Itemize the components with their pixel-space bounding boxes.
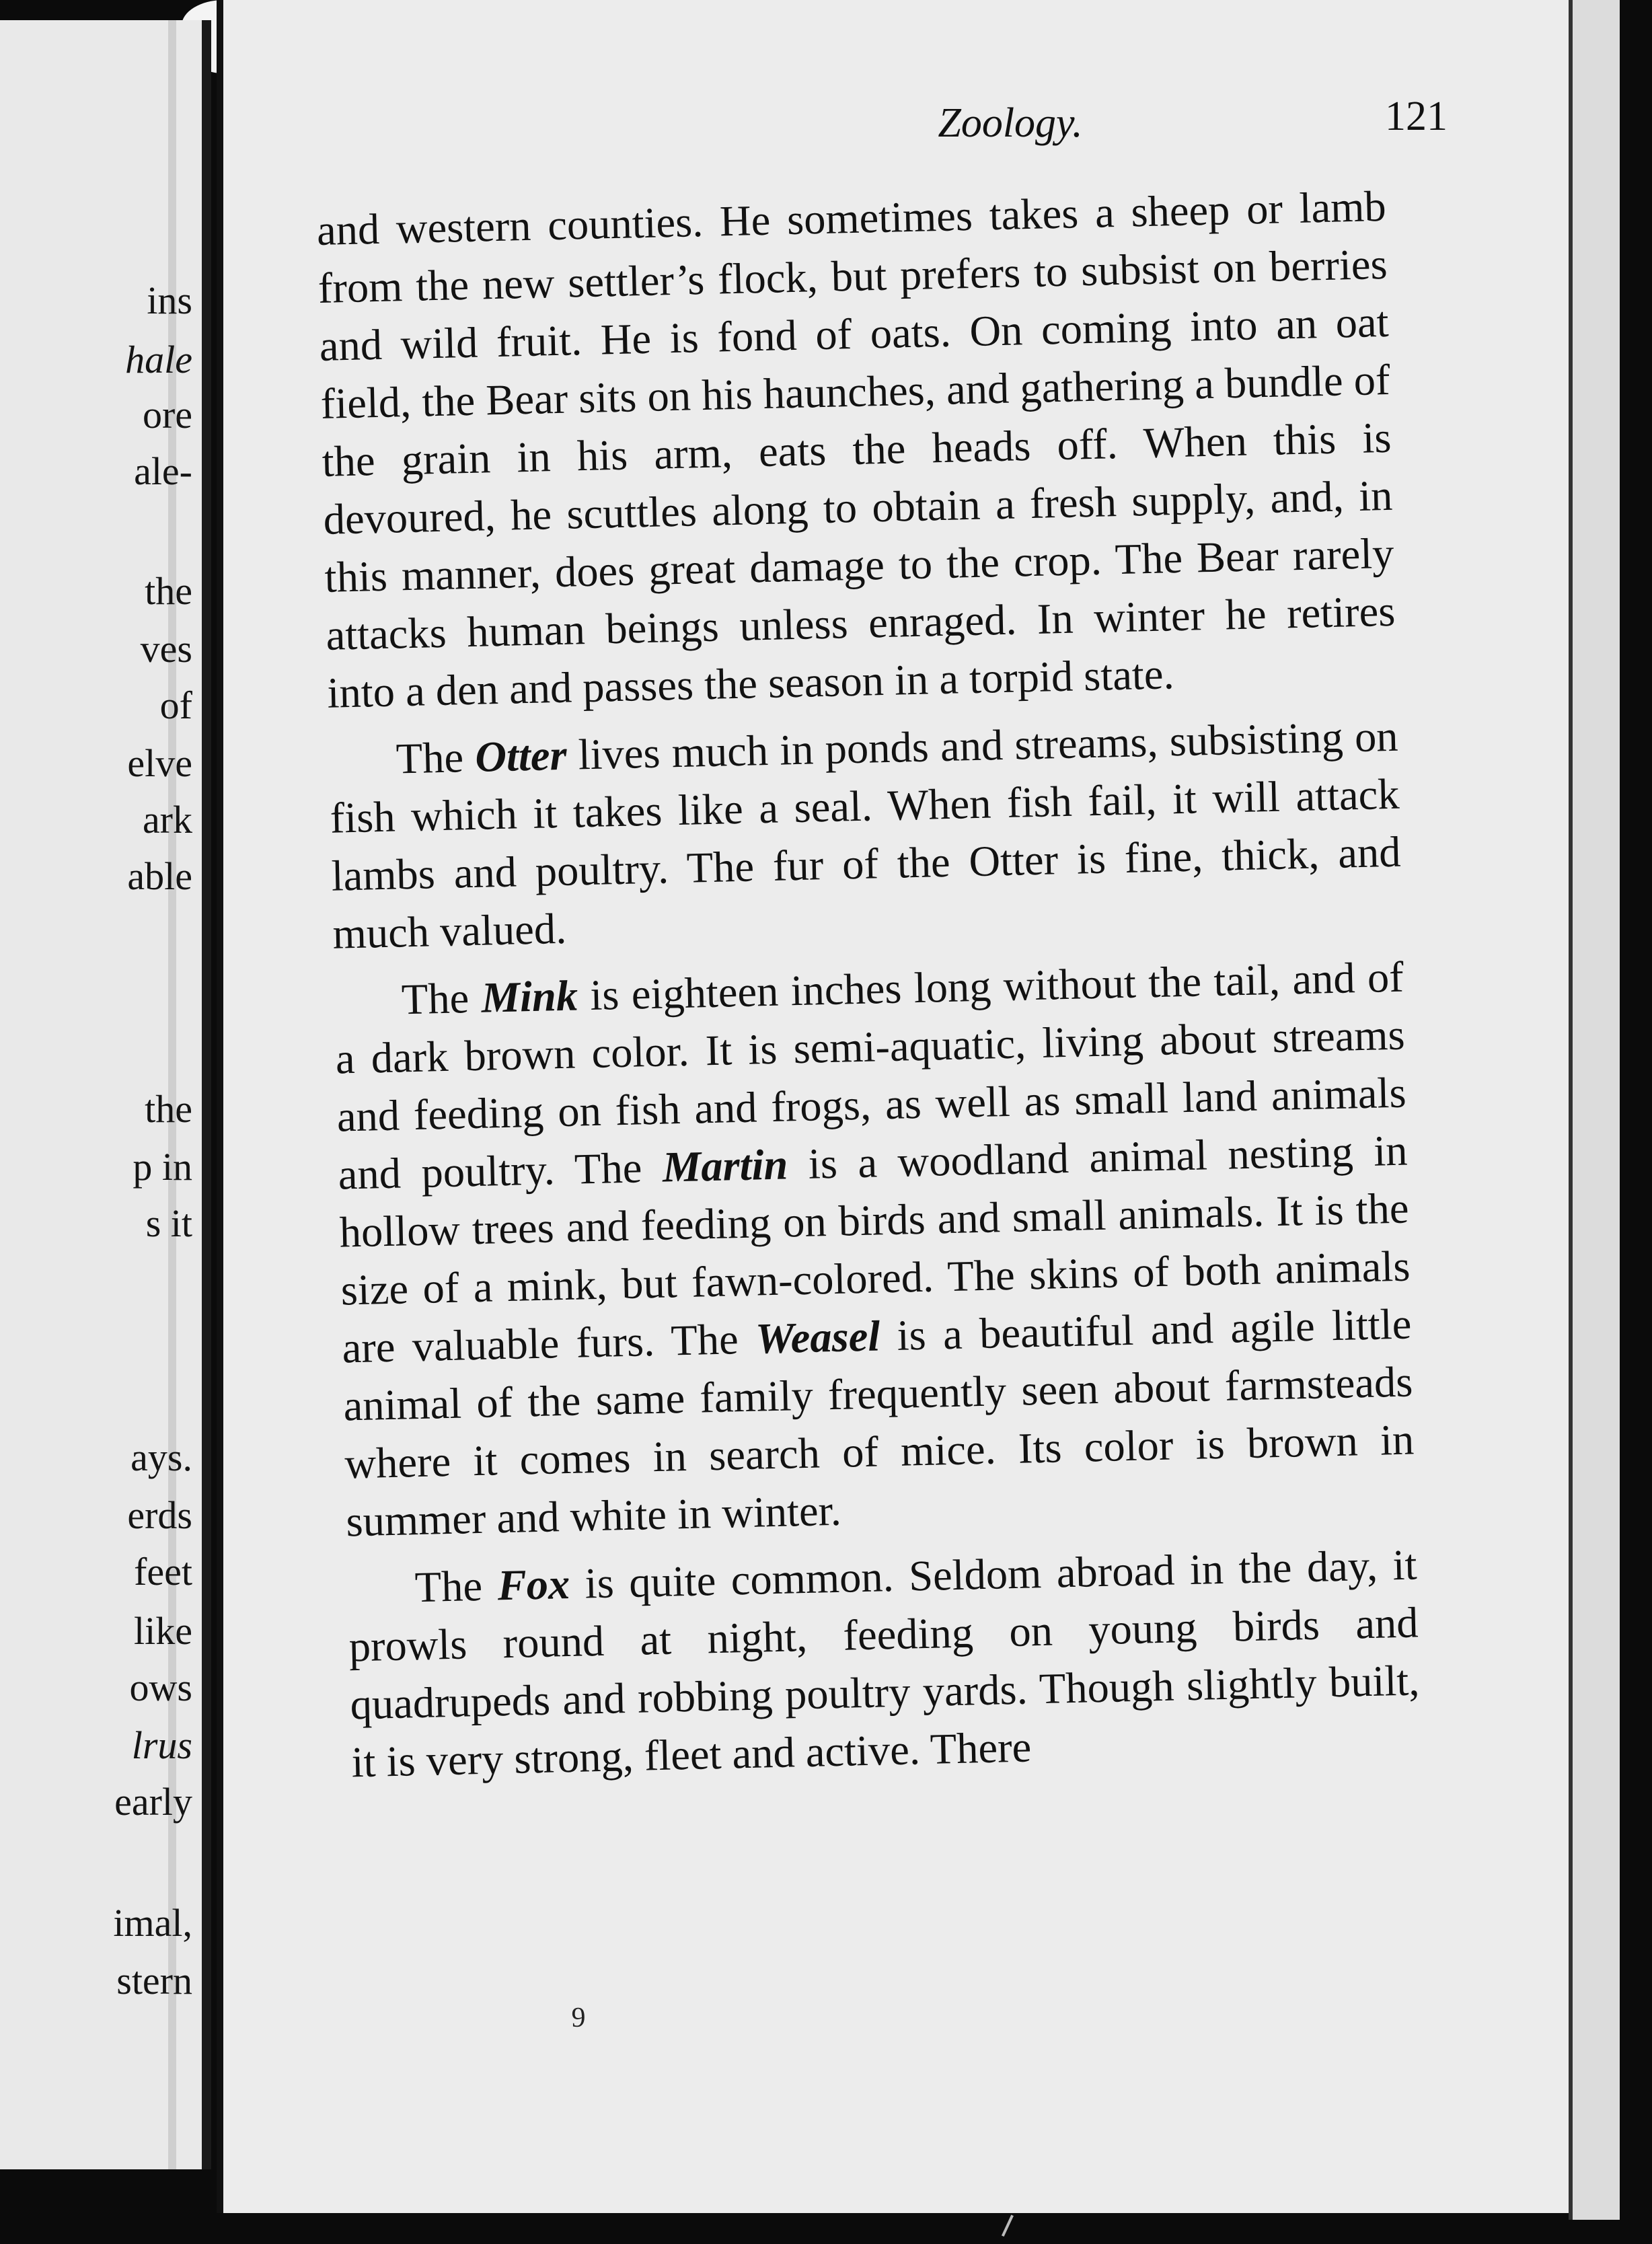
page-edge (1569, 0, 1620, 2220)
signature-mark: 9 (571, 2003, 586, 2033)
left-page-text-fragment: imal, (113, 1901, 192, 1945)
running-head: Zoology. (938, 100, 1083, 146)
left-page-text-fragment: able (127, 854, 192, 898)
left-page-text-fragment: early (114, 1780, 192, 1824)
left-page-text-fragment: ves (140, 627, 192, 671)
left-page-text-fragment: ays. (130, 1435, 192, 1479)
left-page-text-fragment: lrus (131, 1723, 192, 1767)
left-page-text-fragment: ore (142, 393, 192, 437)
page-number: 121 (1385, 94, 1448, 139)
left-page-text-fragment: s it (145, 1201, 192, 1245)
left-page-text-fragment: feet (134, 1550, 192, 1594)
left-page-text-fragment: the (145, 1087, 192, 1131)
paragraph (328, 708, 1402, 963)
left-page-text-fragment: ins (147, 278, 192, 322)
paragraph-text: The (396, 733, 476, 783)
paragraph-text: lives much in ponds and streams, subsisting on fish which it takes like a seal. When fish fail, it will attack lambs and poultry. The fur of the Otter is fine, thick, and much valued. (329, 712, 1402, 958)
paragraph-text: The (401, 973, 482, 1024)
left-page-text-fragment: of (159, 683, 192, 727)
left-page-text-fragment: ows (129, 1666, 192, 1709)
left-page-text-fragment: ark (142, 798, 192, 842)
scan-bottom-mark (1002, 2215, 1026, 2243)
left-page-fragment (0, 20, 211, 2169)
italic-animal-name: Martin (662, 1140, 789, 1191)
body-text (316, 178, 1422, 1801)
paragraph-text: is eighteen inches long without the tail, and of a dark brown color. It is semi-aquatic, living about streams and feeding on fish and frogs, as well as small land animals and poultry. The (335, 952, 1407, 1199)
left-page-text-fragment: stern (116, 1959, 192, 2003)
left-page-text-fragment: erds (127, 1493, 192, 1537)
paragraph-text: is quite common. Seldom abroad in the day, it prowls round at night, feeding on young birds and quadrupeds and robbing poultry yards. Though slightly built, it is very strong, fleet and active. There (348, 1540, 1421, 1787)
paragraph-text: and western counties. He sometimes takes a sheep or lamb from the new settler’s flock, but prefers to subsist on berries and wild fruit. He is fond of oats. On coming into an oat field, the Bear sits on his haunches, and gathering a bundle of the grain in his arm, eats the heads off. When this is devoured, he scuttles along to obtain a fresh supply, and, in this manner, does great damage to the crop. The Bear rarely attacks human beings unless enraged. In winter he retires into a den and passes the season in a torpid state. (316, 182, 1396, 717)
left-page-text-fragment: ale- (134, 449, 192, 493)
left-page-text-fragment: p in (133, 1145, 192, 1189)
italic-animal-name: Fox (496, 1559, 570, 1610)
right-page (217, 0, 1575, 2213)
left-page-text-fragment: hale (125, 338, 192, 381)
paragraph (334, 948, 1416, 1551)
left-page-text-fragment: elve (127, 741, 192, 785)
paragraph-text: is a woodland animal nesting in hollow trees and feeding on birds and small animals. It is the size of a mink, but fawn-colored. The skins of both animals are valuable furs. The (338, 1126, 1411, 1372)
paragraph-text: The (414, 1561, 498, 1612)
left-page-text-fragment: like (134, 1609, 192, 1653)
italic-animal-name: Weasel (755, 1312, 880, 1363)
paragraph (316, 178, 1397, 722)
italic-animal-name: Otter (474, 731, 568, 781)
paragraph (347, 1536, 1421, 1791)
left-page-text-fragment: the (145, 569, 192, 613)
italic-animal-name: Mink (480, 971, 578, 1022)
paragraph-text: is a beautiful and agile little animal of the same family frequently seen about farmsteads where it comes in search of mice. Its color is brown in summer and white in winter. (342, 1300, 1415, 1546)
